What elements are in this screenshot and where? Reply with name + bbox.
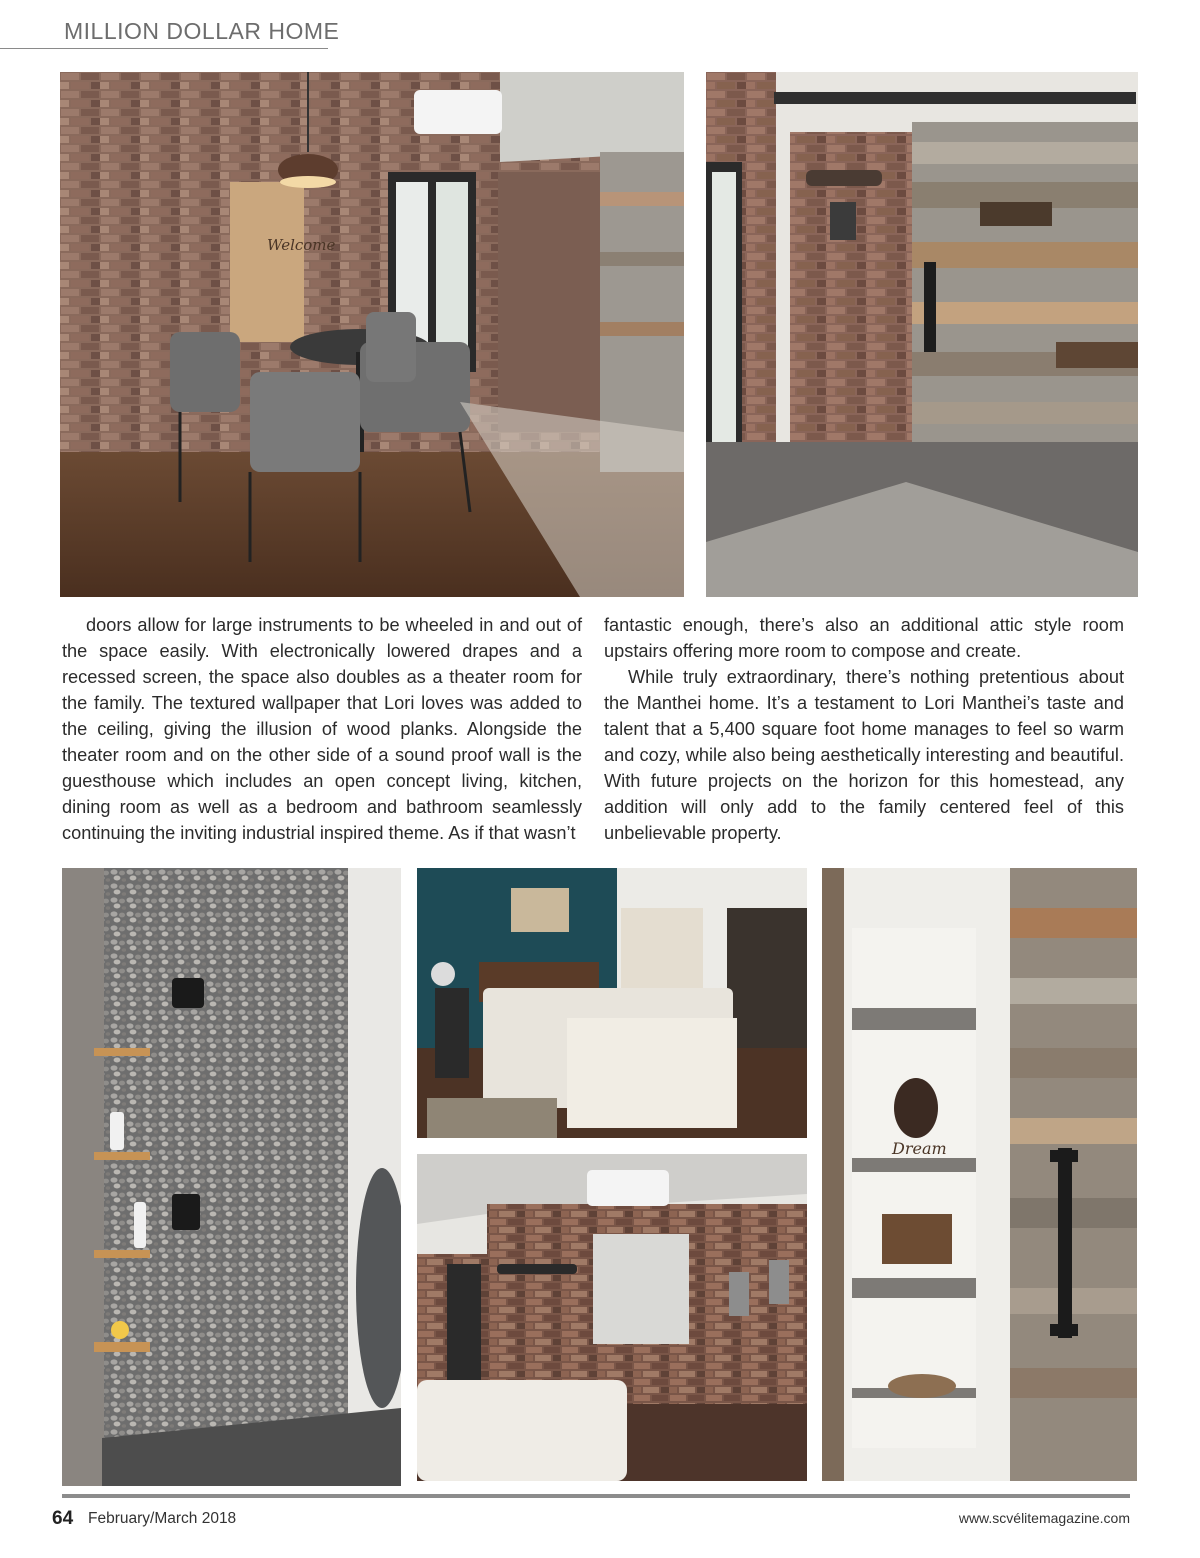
issue-date: February/March 2018 (88, 1510, 237, 1527)
article-paragraph: fantastic enough, there’s also an additional attic style room upstairs offering more room to compose and create. (604, 615, 1124, 661)
shower-photo (62, 868, 401, 1486)
article-right-column (604, 612, 1124, 846)
welcome-sign-text: Welcome (267, 236, 336, 254)
article-paragraph: While truly extraordinary, there’s nothing pretentious about the Manthei home. It’s a testament to Lori Manthei’s taste and talent that a 5,400 square foot home manages to feel so warm and cozy, while also being aesthetically interesting and beautiful. With future projects on the horizon for this homestead, any addition will only add to the family centered feel of this unbelievable property. (604, 667, 1124, 843)
shelves-photo (822, 868, 1137, 1481)
section-divider (0, 48, 328, 49)
dining-nook-photo (60, 72, 684, 597)
dream-sign-text: Dream (892, 1139, 947, 1158)
bedroom-photo (417, 868, 807, 1138)
website-url[interactable]: www.scvélitemagazine.com (958, 1510, 1130, 1526)
article-paragraph: doors allow for large instruments to be wheeled in and out of the space easily. With electronically lowered drapes and a recessed screen, the space also doubles as a theater room for the family. The textured wallpaper that Lori loves was added to the ceiling, giving the illusion of wood planks. Alongside the theater room and on the other side of a sound proof wall is the guesthouse which includes an open concept living, kitchen, dining room as well as a bedroom and bathroom seamlessly continuing the inviting industrial inspired theme. As if that wasn’t (62, 615, 582, 843)
footer-divider (62, 1494, 1130, 1498)
brick-bedroom-photo (417, 1154, 807, 1481)
barn-door-photo (706, 72, 1138, 597)
article-left-column (62, 612, 582, 846)
page-number: 64 (52, 1508, 74, 1529)
section-label: MILLION DOLLAR HOME (64, 18, 340, 44)
